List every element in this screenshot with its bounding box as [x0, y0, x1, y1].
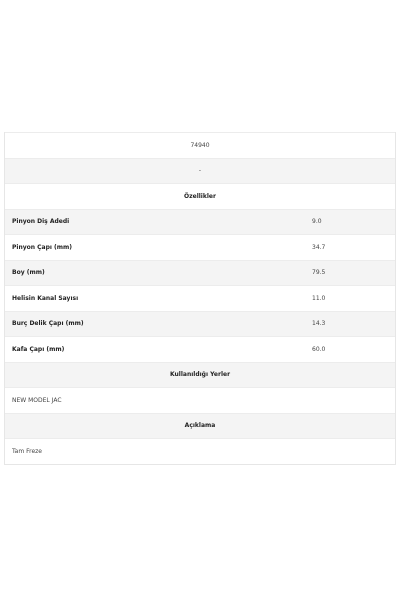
usage-header: Kullanıldığı Yerler — [169, 371, 231, 379]
description-header-row — [5, 413, 395, 439]
feature-row — [5, 311, 395, 337]
description-row — [5, 438, 395, 464]
feature-label: Pinyon Çapı (mm) — [12, 243, 72, 251]
feature-value: 11.0 — [312, 294, 326, 302]
feature-value: 14.3 — [312, 320, 326, 328]
feature-row — [5, 234, 395, 260]
features-header: Özellikler — [184, 192, 216, 200]
feature-value: 34.7 — [312, 243, 326, 251]
description-value: Tam Freze — [12, 447, 42, 455]
spec-row-dash — [5, 158, 395, 184]
usage-header-row — [5, 362, 395, 388]
product-spec-table — [4, 132, 396, 465]
feature-value: 60.0 — [312, 345, 326, 353]
feature-row — [5, 285, 395, 311]
feature-label: Boy (mm) — [12, 269, 45, 277]
usage-row — [5, 387, 395, 413]
feature-value: 79.5 — [312, 269, 326, 277]
feature-row — [5, 336, 395, 362]
feature-value: 9.0 — [312, 218, 322, 226]
usage-value: NEW MODEL JAC — [12, 396, 62, 404]
description-header: Açıklama — [184, 422, 216, 430]
feature-row — [5, 260, 395, 286]
product-code: 74940 — [190, 141, 210, 149]
feature-label: Burç Delik Çapı (mm) — [12, 320, 84, 328]
spec-row-code — [5, 132, 395, 158]
features-header-row — [5, 183, 395, 209]
feature-label: Pinyon Diş Adedi — [12, 218, 70, 226]
feature-label: Helisin Kanal Sayısı — [12, 294, 79, 302]
empty-value: - — [198, 167, 202, 175]
feature-row — [5, 209, 395, 235]
feature-label: Kafa Çapı (mm) — [12, 345, 65, 353]
